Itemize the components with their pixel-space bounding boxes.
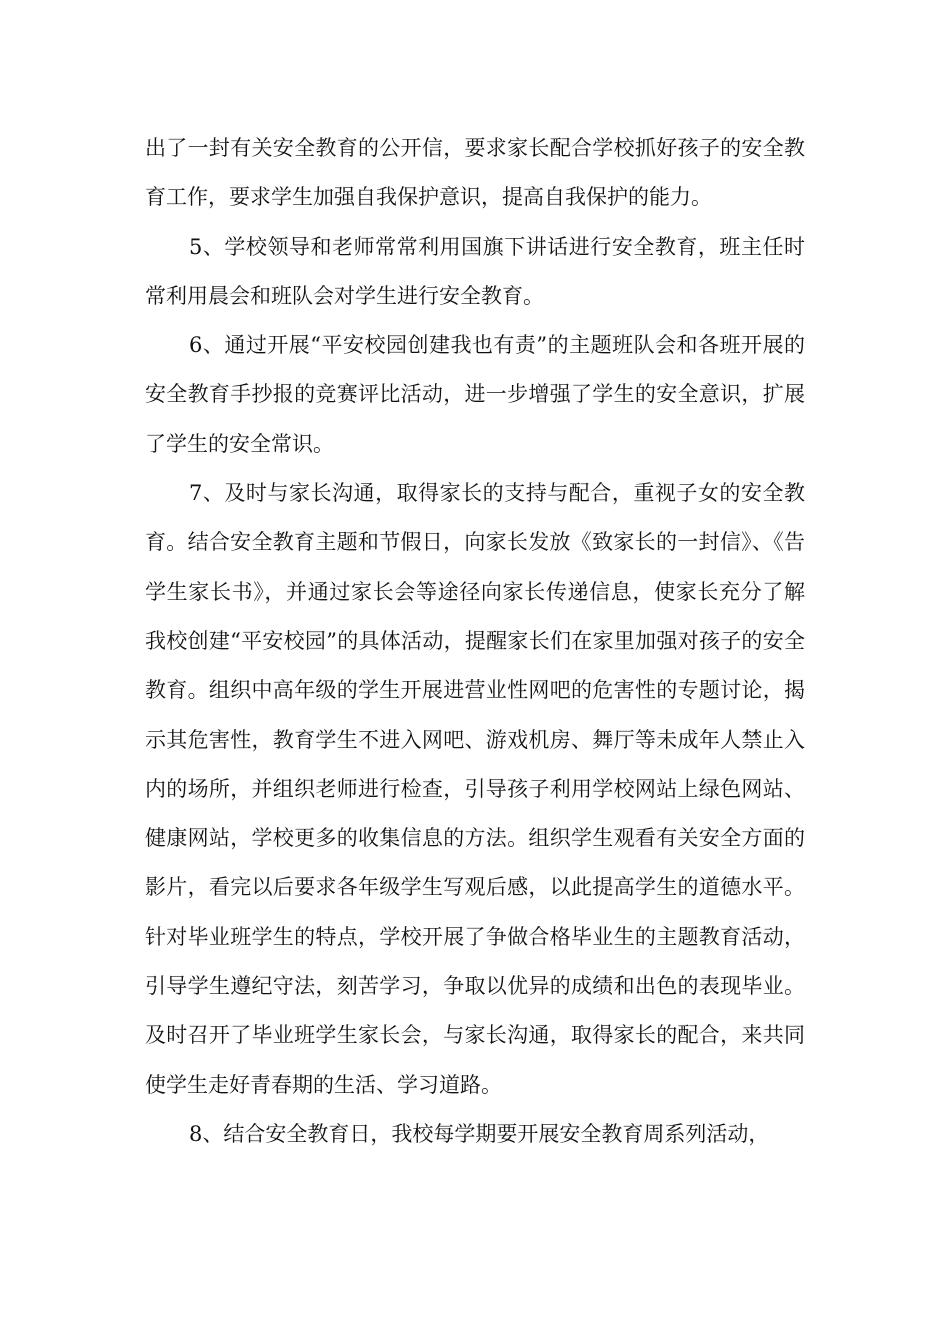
paragraph-item-5: 5、学校领导和老师常常利用国旗下讲话进行安全教育，班主任时常利用晨会和班队会对学生进行安全教育。	[145, 234, 805, 308]
document-body	[145, 124, 805, 1159]
paragraph-item-8: 8、结合安全教育日，我校每学期要开展安全教育周系列活动，	[189, 1121, 770, 1146]
paragraph-item-7: 7、及时与家长沟通，取得家长的支持与配合，重视子女的安全教育。结合安全教育主题和节假日，向家长发放《致家长的一封信》、《告学生家长书》，并通过家长会等途径向家长传递信息，使家长充分了解我校创建“平安校园”的具体活动，提醒家长们在家里加强对孩子的安全教育。组织中高年级的学生开展进营业性网吧的危害性的专题讨论，揭示其危害性，教育学生不进入网吧、游戏机房、舞厅等未成年人禁止入内的场所，并组织老师进行检查，引导孩子利用学校网站上绿色网站、健康网站，学校更多的收集信息的方法。组织学生观看有关安全方面的影片，看完以后要求各年级学生写观后感，以此提高学生的道德水平。针对毕业班学生的特点，学校开展了争做合格毕业生的主题教育活动，引导学生遵纪守法，刻苦学习，争取以优异的成绩和出色的表现毕业。及时召开了毕业班学生家长会，与家长沟通，取得家长的配合，来共同使学生走好青春期的生活、学习道路。	[145, 481, 805, 1097]
paragraph-item-6: 6、通过开展“平安校园创建我也有责”的主题班队会和各班开展的安全教育手抄报的竞赛评比活动，进一步增强了学生的安全意识，扩展了学生的安全常识。	[145, 333, 805, 456]
paragraph-continuation: 出了一封有关安全教育的公开信，要求家长配合学校抓好孩子的安全教育工作，要求学生加强自我保护意识，提高自我保护的能力。	[145, 136, 805, 210]
